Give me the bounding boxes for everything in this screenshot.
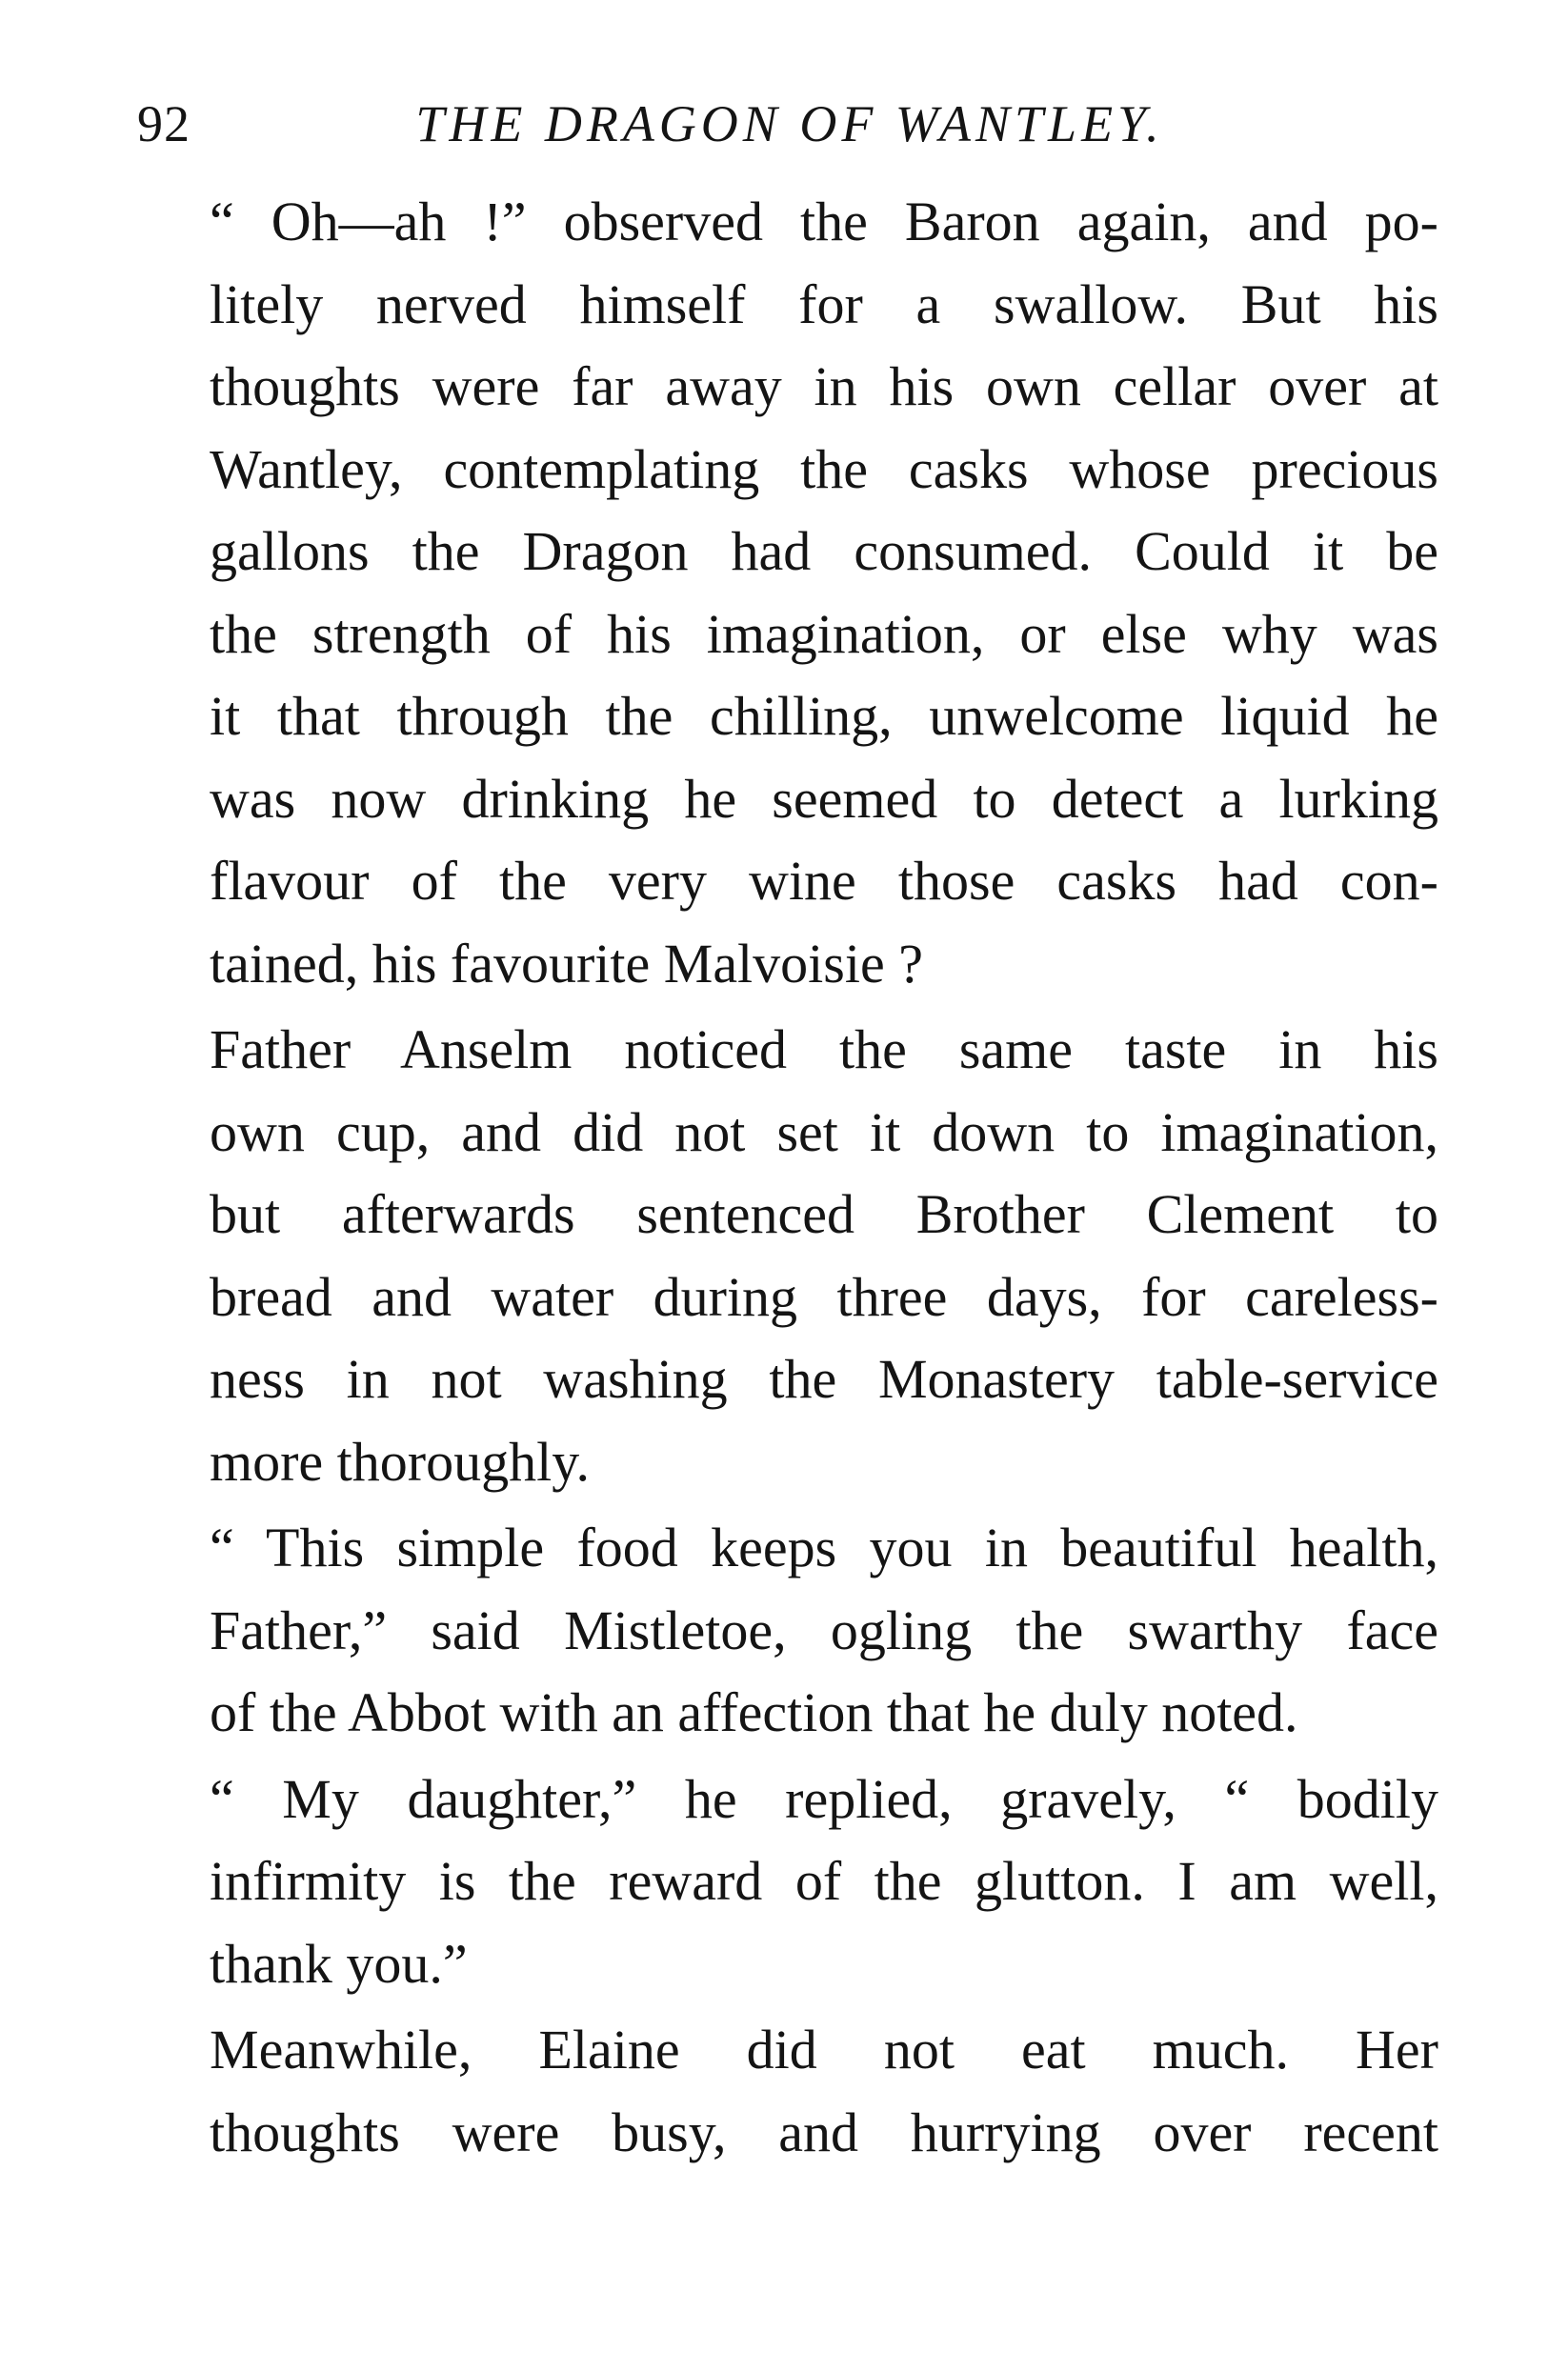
paragraph bbox=[141, 2009, 1438, 2174]
text-line: the strength of his imagination, or else why was bbox=[210, 602, 1438, 665]
text-line: tained, his favourite Malvoisie ? bbox=[210, 932, 923, 995]
running-title: THE DRAGON OF WANTLEY. bbox=[415, 95, 1164, 152]
text-line: Meanwhile, Elaine did not eat much. Her bbox=[210, 2019, 1438, 2081]
text-line: more thoroughly. bbox=[210, 1430, 590, 1493]
text-line: “ Oh—ah !” observed the Baron again, and po- bbox=[210, 191, 1438, 252]
text-line: “ My daughter,” he replied, gravely, “ bodily bbox=[210, 1767, 1438, 1830]
text-line: “ This simple food keeps you in beautiful health, bbox=[210, 1517, 1438, 1578]
text-line: litely nerved himself for a swallow. But his bbox=[210, 272, 1438, 335]
text-line: thoughts were busy, and hurrying over recent bbox=[210, 2101, 1438, 2163]
paragraph bbox=[141, 1759, 1438, 2006]
text-line: it that through the chilling, unwelcome liquid he bbox=[210, 685, 1438, 747]
text-line: bread and water during three days, for careless- bbox=[210, 1265, 1438, 1328]
text-line: own cup, and did not set it down to imagination, bbox=[210, 1100, 1438, 1163]
page-number: 92 bbox=[137, 95, 191, 152]
text-line: Father,” said Mistletoe, ogling the swarthy face bbox=[210, 1598, 1438, 1661]
text-line: of the Abbot with an affection that he duly noted. bbox=[210, 1681, 1298, 1743]
text-line: thank you.” bbox=[210, 1932, 468, 1995]
text-line: infirmity is the reward of the glutton. I am well, bbox=[210, 1850, 1438, 1912]
paragraph bbox=[141, 1009, 1438, 1503]
text-line: Father Anselm noticed the same taste in his bbox=[210, 1018, 1438, 1080]
text-line: was now drinking he seemed to detect a lurking bbox=[210, 767, 1438, 830]
running-head bbox=[137, 76, 1442, 171]
text-line: thoughts were far away in his own cellar over at bbox=[210, 355, 1438, 417]
text-line: ness in not washing the Monastery table-service bbox=[210, 1348, 1438, 1410]
text-line: Wantley, contemplating the casks whose precious bbox=[210, 437, 1438, 500]
body-text bbox=[141, 181, 1438, 2178]
paragraph bbox=[141, 1507, 1438, 1755]
text-line: flavour of the very wine those casks had con- bbox=[210, 850, 1438, 912]
paragraph bbox=[141, 181, 1438, 1005]
text-line: but afterwards sentenced Brother Clement to bbox=[210, 1183, 1438, 1245]
text-line: gallons the Dragon had consumed. Could it be bbox=[210, 520, 1438, 582]
